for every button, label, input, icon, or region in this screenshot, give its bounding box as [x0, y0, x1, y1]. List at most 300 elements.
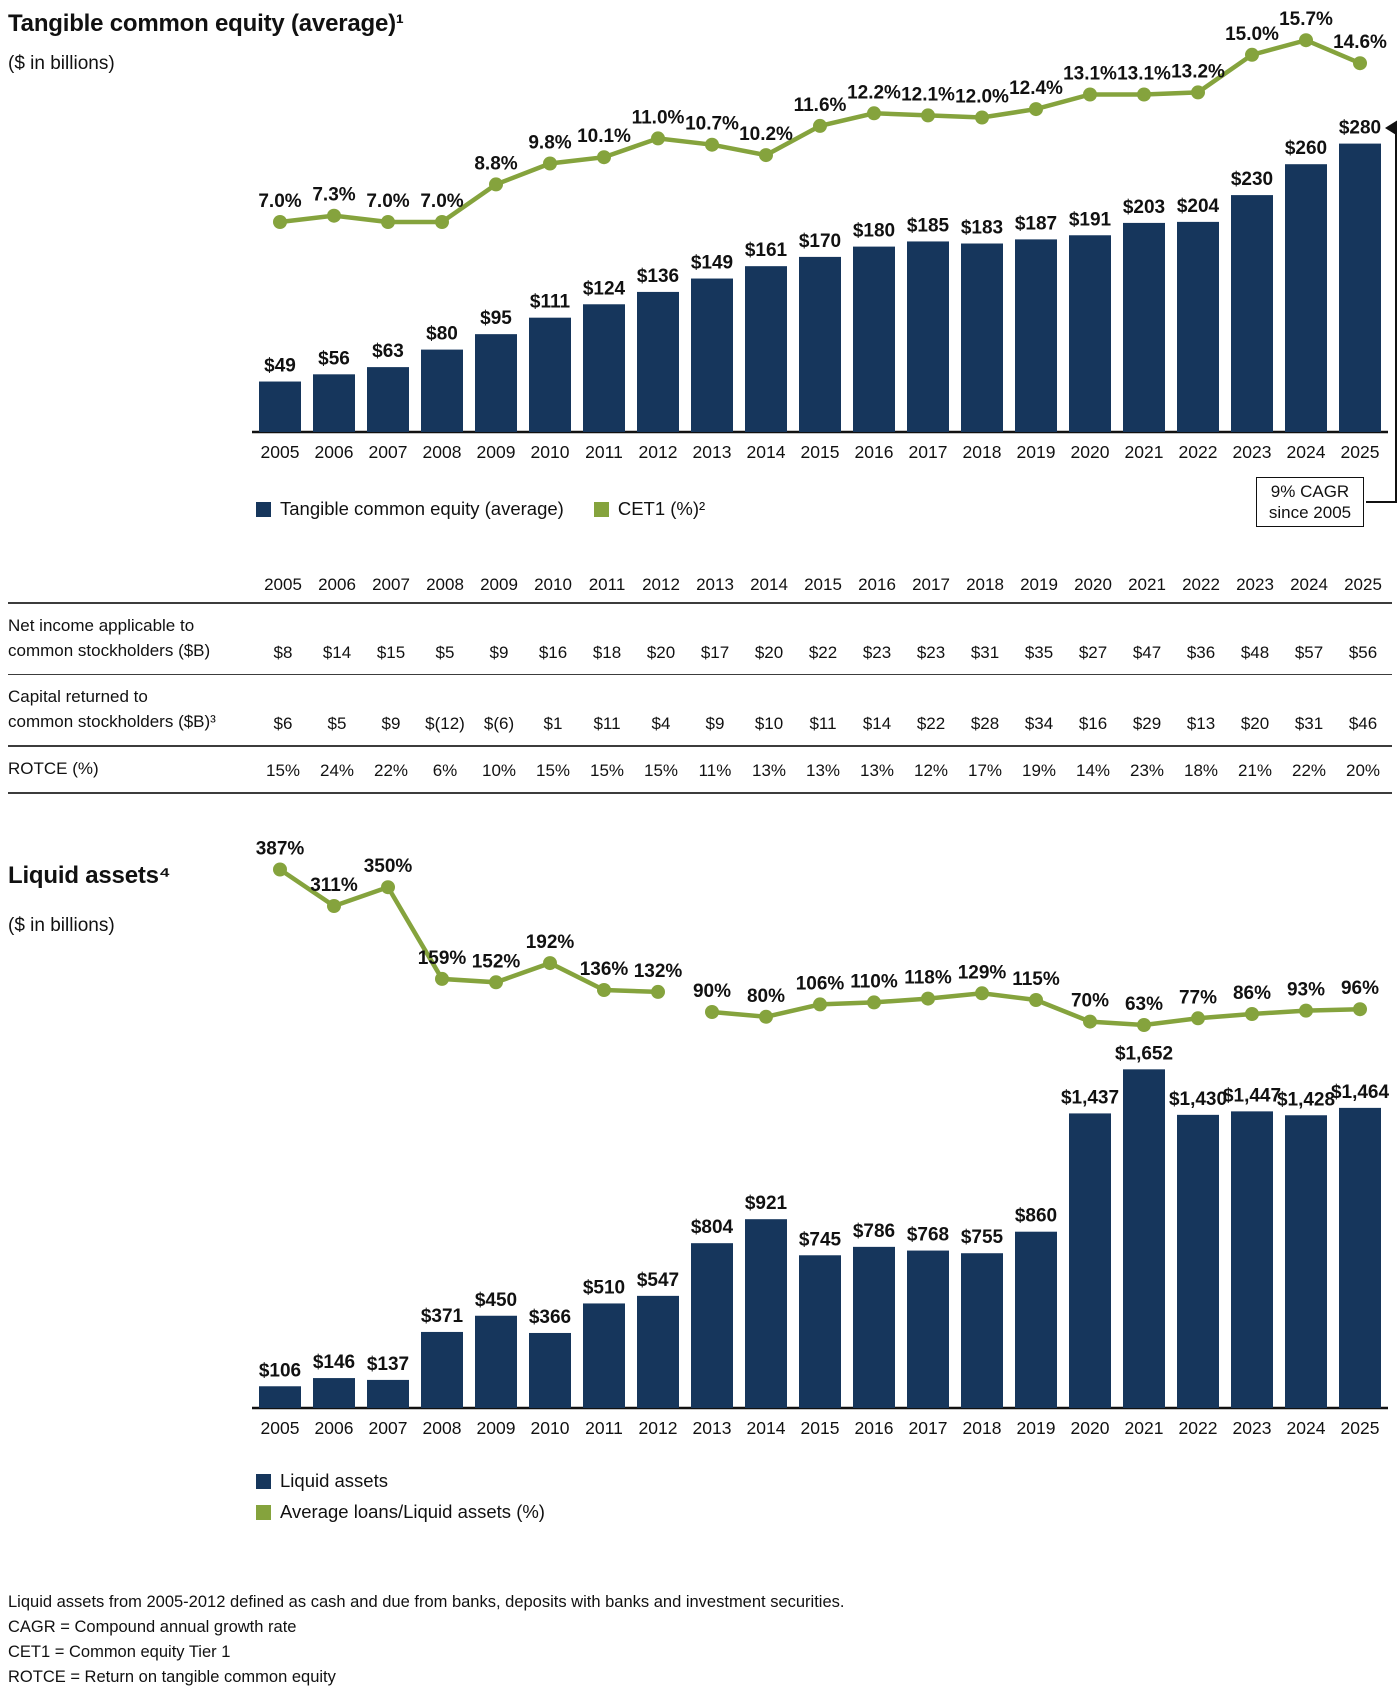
bar — [799, 1255, 841, 1408]
line-value-label: 13.2% — [1171, 61, 1225, 83]
line-marker — [1245, 1007, 1259, 1021]
bar — [637, 1296, 679, 1408]
cet1-line-swatch-icon — [594, 502, 609, 517]
bar — [961, 1253, 1003, 1408]
line-marker — [1191, 85, 1205, 99]
table-cell: 10% — [481, 761, 517, 780]
bar — [853, 247, 895, 432]
table-year-header: 2013 — [696, 575, 734, 594]
bar-value-label: $203 — [1122, 196, 1166, 218]
bar — [475, 1316, 517, 1408]
table-cell: 14% — [1075, 761, 1111, 780]
table-row-label-line: ROTCE (%) — [8, 759, 99, 778]
line-value-label: 132% — [633, 960, 683, 982]
bar — [1069, 1113, 1111, 1408]
line-value-label: 93% — [1286, 979, 1326, 1001]
line-value-label: 11.6% — [793, 94, 847, 116]
line-marker — [921, 108, 935, 122]
x-axis-label: 2022 — [1178, 442, 1218, 462]
table-cell: $5 — [435, 643, 455, 662]
line-marker — [651, 985, 665, 999]
line-marker — [1137, 1018, 1151, 1032]
x-axis-label: 2023 — [1232, 1418, 1272, 1438]
bar-value-label: $170 — [798, 230, 842, 252]
bar — [367, 367, 409, 432]
line-marker — [597, 150, 611, 164]
table-cell: 13% — [751, 761, 787, 780]
table-cell: 23% — [1129, 761, 1165, 780]
line-value-label: 9.8% — [528, 132, 572, 154]
table-cell: $1 — [543, 714, 563, 733]
table-cell: 11% — [698, 761, 732, 780]
table-cell: 22% — [373, 761, 409, 780]
liquid-assets-chart-legend — [256, 1470, 545, 1523]
table-cell: 15% — [265, 761, 301, 780]
table-cell: $56 — [1348, 643, 1378, 662]
table-cell: 22% — [1291, 761, 1327, 780]
bar — [961, 244, 1003, 432]
table-cell: $18 — [592, 643, 622, 662]
line-marker — [1137, 88, 1151, 102]
table-cell: $(12) — [425, 714, 465, 733]
line-marker — [597, 983, 611, 997]
bar — [691, 279, 733, 432]
line-value-label: 192% — [525, 932, 575, 954]
bar-value-label: $1,464 — [1330, 1081, 1390, 1103]
table-cell: $(6) — [483, 714, 515, 733]
table-cell: $20 — [754, 643, 784, 662]
bar — [475, 334, 517, 432]
line-value-label: 115% — [1012, 969, 1060, 990]
line-marker — [759, 148, 773, 162]
x-axis-label: 2012 — [638, 442, 678, 462]
table-year-header: 2009 — [480, 575, 518, 594]
footnote-cet1-definition: CET1 = Common equity Tier 1 — [8, 1643, 231, 1661]
bar — [421, 1332, 463, 1408]
liquid-assets-chart-title: Liquid assets⁴ — [8, 862, 171, 889]
bar-value-label: $183 — [960, 217, 1004, 239]
bar-value-label: $510 — [582, 1277, 626, 1299]
line-marker — [759, 1010, 773, 1024]
legend-item-avg-loans — [256, 1501, 545, 1523]
bar-value-label: $180 — [852, 220, 896, 242]
bar — [637, 292, 679, 432]
x-axis-label: 2020 — [1070, 1418, 1110, 1438]
bar — [1339, 1108, 1381, 1408]
x-axis-label: 2021 — [1124, 442, 1164, 462]
bar-value-label: $804 — [690, 1217, 734, 1239]
table-year-header: 2022 — [1182, 575, 1220, 594]
line-marker — [705, 1005, 719, 1019]
table-cell: 13% — [859, 761, 895, 780]
line-marker — [975, 111, 989, 125]
cagr-callout-line2: since 2005 — [1268, 503, 1352, 522]
bar — [367, 1380, 409, 1408]
bar-value-label: $1,428 — [1276, 1089, 1336, 1111]
table-cell: 20% — [1345, 761, 1381, 780]
x-axis-label: 2010 — [530, 1418, 570, 1438]
bar-value-label: $80 — [426, 323, 458, 345]
line-value-label: 350% — [363, 856, 413, 878]
table-cell: $29 — [1132, 714, 1162, 733]
table-cell: $5 — [327, 714, 347, 733]
legend-label-liquid-assets: Liquid assets — [280, 1470, 388, 1491]
table-cell: $27 — [1078, 643, 1108, 662]
bar — [745, 266, 787, 432]
line-value-label: 7.0% — [258, 191, 302, 212]
table-year-header: 2017 — [912, 575, 950, 594]
line-marker — [975, 986, 989, 1000]
bar — [1177, 1115, 1219, 1408]
line-value-label: 14.6% — [1333, 32, 1387, 54]
x-axis-label: 2016 — [854, 1418, 894, 1438]
table-cell: $47 — [1132, 643, 1162, 662]
bar-value-label: $63 — [372, 341, 404, 363]
line-value-label: 96% — [1340, 978, 1380, 1000]
line-value-label: 12.4% — [1009, 78, 1063, 100]
bar-value-label: $136 — [636, 265, 680, 287]
bar-value-label: $1,447 — [1222, 1085, 1282, 1107]
bar-value-label: $146 — [312, 1352, 356, 1374]
line-marker — [867, 995, 881, 1009]
bar — [1231, 1111, 1273, 1408]
table-year-header: 2012 — [642, 575, 680, 594]
line-marker — [1029, 993, 1043, 1007]
table-cell: $9 — [705, 714, 725, 733]
bar — [1285, 164, 1327, 432]
liquid-assets-bar-swatch-icon — [256, 1474, 271, 1489]
line-value-label: 90% — [692, 981, 732, 1002]
line-marker — [435, 972, 449, 986]
line-value-label: 136% — [579, 959, 629, 980]
table-cell: $28 — [970, 714, 1000, 733]
x-axis-label: 2013 — [692, 1418, 732, 1438]
table-year-header: 2010 — [534, 575, 572, 594]
x-axis-label: 2025 — [1340, 442, 1380, 462]
table-corner-cell — [8, 575, 256, 595]
x-axis-label: 2015 — [800, 442, 840, 462]
bar-value-label: $191 — [1068, 209, 1112, 231]
line-value-label: 12.0% — [955, 86, 1009, 108]
x-axis-label: 2014 — [746, 442, 786, 462]
x-axis-label: 2012 — [638, 1418, 678, 1438]
bar-value-label: $56 — [318, 348, 350, 370]
table-year-header: 2016 — [858, 575, 896, 594]
bar-value-label: $95 — [480, 308, 512, 330]
line-marker — [1299, 33, 1313, 47]
table-year-header: 2024 — [1290, 575, 1328, 594]
legend-item-liquid-assets — [256, 1470, 545, 1492]
x-axis-label: 2015 — [800, 1418, 840, 1438]
liquid-assets-chart-subtitle: ($ in billions) — [8, 915, 115, 936]
line-value-label: 118% — [904, 967, 952, 989]
line-value-label: 63% — [1124, 994, 1164, 1015]
line-marker — [327, 209, 341, 223]
bar — [1123, 223, 1165, 432]
table-cell: $57 — [1294, 643, 1324, 662]
table-cell: $35 — [1024, 643, 1054, 662]
x-axis-label: 2007 — [368, 442, 408, 462]
bar-value-label: $124 — [582, 278, 626, 300]
line-marker — [273, 215, 287, 229]
line-value-label: 13.1% — [1117, 63, 1171, 85]
bar-value-label: $1,652 — [1114, 1043, 1174, 1065]
x-axis-label: 2008 — [422, 1418, 462, 1438]
line-marker — [921, 992, 935, 1006]
bar-value-label: $280 — [1338, 117, 1382, 139]
line-marker — [705, 138, 719, 152]
table-cell: 15% — [589, 761, 625, 780]
line-value-label: 11.0% — [631, 107, 685, 129]
table-cell: $23 — [862, 643, 892, 662]
bar-value-label: $1,437 — [1060, 1087, 1120, 1109]
line-value-label: 311% — [310, 875, 358, 896]
line-value-label: 77% — [1178, 987, 1218, 1009]
table-cell: $11 — [593, 714, 621, 733]
table-cell: 18% — [1183, 761, 1219, 780]
line-marker — [813, 119, 827, 133]
table-year-header: 2008 — [426, 575, 464, 594]
bar-value-label: $450 — [474, 1289, 518, 1311]
table-year-header: 2023 — [1236, 575, 1274, 594]
line-value-label: 12.1% — [901, 84, 955, 106]
bar — [1285, 1115, 1327, 1408]
bar — [259, 382, 301, 432]
table-cell: 21% — [1237, 761, 1273, 780]
bar-value-label: $745 — [798, 1229, 842, 1251]
line-value-label: 70% — [1070, 990, 1110, 1012]
table-cell: $17 — [700, 643, 730, 662]
bar — [1123, 1069, 1165, 1408]
table-cell: $31 — [970, 643, 1000, 662]
line-marker — [327, 899, 341, 913]
legend-label-tce: Tangible common equity (average) — [280, 498, 564, 519]
bar — [907, 241, 949, 432]
x-axis-label: 2009 — [476, 442, 516, 462]
x-axis-label: 2018 — [962, 1418, 1002, 1438]
x-axis-label: 2009 — [476, 1418, 516, 1438]
table-header-row — [8, 575, 1392, 604]
x-axis-label: 2021 — [1124, 1418, 1164, 1438]
line-marker — [813, 997, 827, 1011]
x-axis-label: 2022 — [1178, 1418, 1218, 1438]
footnote-rotce-definition: ROTCE = Return on tangible common equity — [8, 1668, 336, 1686]
x-axis-label: 2024 — [1286, 442, 1326, 462]
table-cell: 19% — [1021, 761, 1057, 780]
bar — [907, 1251, 949, 1408]
line-value-label: 387% — [255, 838, 305, 860]
table-cell: $16 — [538, 643, 568, 662]
bar — [583, 1303, 625, 1408]
table-cell: $31 — [1294, 714, 1324, 733]
line-value-label: 110% — [850, 971, 898, 993]
table-row — [8, 604, 1392, 675]
line-value-label: 8.8% — [474, 153, 518, 175]
bar — [1231, 195, 1273, 432]
tce-chart-legend — [256, 498, 705, 520]
bar — [799, 257, 841, 432]
bar — [1339, 144, 1381, 432]
bar — [1177, 222, 1219, 432]
x-axis-label: 2007 — [368, 1418, 408, 1438]
x-axis-label: 2019 — [1016, 1418, 1056, 1438]
line-value-label: 80% — [746, 985, 786, 1007]
bar-value-label: $106 — [258, 1360, 302, 1382]
line-value-label: 152% — [471, 951, 521, 973]
bar-value-label: $49 — [264, 355, 296, 377]
table-cell: 15% — [643, 761, 679, 780]
line-marker — [381, 215, 395, 229]
table-cell: $20 — [646, 643, 676, 662]
table-cell: 13% — [805, 761, 841, 780]
table-cell: $13 — [1186, 714, 1216, 733]
bar-value-label: $260 — [1284, 138, 1328, 160]
table-cell: $16 — [1078, 714, 1108, 733]
line-marker — [1191, 1011, 1205, 1025]
x-axis-label: 2020 — [1070, 442, 1110, 462]
x-axis-label: 2017 — [908, 442, 948, 462]
x-axis-label: 2011 — [585, 1418, 623, 1438]
table-cell: $8 — [273, 643, 293, 662]
bar — [745, 1219, 787, 1408]
table-year-header: 2025 — [1344, 575, 1382, 594]
table-cell: $4 — [651, 714, 671, 733]
x-axis-label: 2013 — [692, 442, 732, 462]
bar — [1069, 235, 1111, 432]
line-value-label: 7.0% — [366, 191, 410, 212]
table-cell: $15 — [376, 643, 406, 662]
table-cell: $46 — [1348, 714, 1378, 733]
table-cell: 12% — [913, 761, 949, 780]
x-axis-label: 2016 — [854, 442, 894, 462]
line-value-label: 10.7% — [685, 113, 739, 135]
table-year-header: 2011 — [588, 575, 626, 594]
table-cell: $36 — [1186, 643, 1216, 662]
bar — [529, 1333, 571, 1408]
table-row-label — [8, 756, 256, 781]
x-axis-label: 2010 — [530, 442, 570, 462]
bar-value-label: $547 — [636, 1269, 680, 1291]
line-marker — [1083, 1015, 1097, 1029]
table-cell: 17% — [967, 761, 1003, 780]
bar-value-label: $860 — [1014, 1205, 1058, 1227]
table-year-header: 2020 — [1074, 575, 1112, 594]
table-row-label-line: common stockholders ($B)³ — [8, 712, 216, 731]
x-axis-label: 2017 — [908, 1418, 948, 1438]
line-value-label: 129% — [957, 962, 1007, 984]
cagr-callout-box — [1256, 477, 1364, 527]
table-year-header: 2019 — [1020, 575, 1058, 594]
line-value-label: 13.1% — [1063, 63, 1117, 85]
x-axis-label: 2024 — [1286, 1418, 1326, 1438]
line-value-label: 15.0% — [1225, 23, 1279, 45]
footnotes — [8, 1590, 844, 1690]
x-axis-label: 2019 — [1016, 442, 1056, 462]
line-marker — [543, 157, 557, 171]
line-marker — [273, 863, 287, 877]
bar-value-label: $755 — [960, 1227, 1004, 1249]
line-marker — [1299, 1004, 1313, 1018]
bar — [421, 350, 463, 432]
line-marker — [381, 880, 395, 894]
table-cell: $11 — [809, 714, 837, 733]
table-cell: $22 — [808, 643, 838, 662]
line-value-label: 86% — [1232, 983, 1272, 1004]
legend-label-cet1: CET1 (%)² — [617, 498, 706, 519]
table-year-header: 2015 — [804, 575, 842, 594]
table-cell: $34 — [1024, 714, 1054, 733]
table-row-label — [8, 684, 256, 734]
bar-value-label: $185 — [906, 215, 950, 237]
table-cell: 6% — [432, 761, 458, 780]
footnote-liquid-assets-definition: Liquid assets from 2005-2012 defined as cash and due from banks, deposits with banks and investment securities. — [8, 1593, 845, 1611]
table-year-header: 2005 — [264, 575, 302, 594]
liquid-assets-bar-line-chart — [0, 800, 1400, 1470]
bar — [529, 318, 571, 432]
line-value-label: 159% — [417, 947, 467, 969]
x-axis-label: 2023 — [1232, 442, 1272, 462]
table-year-header: 2018 — [966, 575, 1004, 594]
bar — [1015, 239, 1057, 432]
table-row-label-line: Capital returned to — [8, 687, 148, 706]
table-cell: $14 — [862, 714, 892, 733]
table-row — [8, 675, 1392, 747]
line-marker — [489, 975, 503, 989]
line-value-label: 7.3% — [312, 184, 356, 206]
bar-value-label: $366 — [528, 1306, 572, 1328]
x-axis-label: 2008 — [422, 442, 462, 462]
bar-value-label: $921 — [744, 1193, 788, 1215]
bar — [1015, 1232, 1057, 1408]
bar-value-label: $768 — [906, 1224, 950, 1246]
bar-value-label: $187 — [1014, 213, 1058, 235]
tce-bar-line-chart — [0, 0, 1400, 540]
table-cell: $6 — [273, 714, 293, 733]
table-cell: $48 — [1240, 643, 1270, 662]
table-cell: 24% — [319, 761, 355, 780]
tce-chart-subtitle: ($ in billions) — [8, 53, 115, 74]
table-cell: $9 — [489, 643, 509, 662]
bar — [691, 1243, 733, 1408]
legend-item-tce — [256, 498, 564, 520]
x-axis-label: 2018 — [962, 442, 1002, 462]
bar-value-label: $786 — [852, 1220, 896, 1242]
bar — [583, 304, 625, 432]
line-value-label: 15.7% — [1279, 9, 1333, 31]
line-marker — [1245, 48, 1259, 62]
bar — [259, 1386, 301, 1408]
tce-bar-swatch-icon — [256, 502, 271, 517]
bar — [313, 1378, 355, 1408]
table-row-label-line: Net income applicable to — [8, 616, 195, 635]
line-value-label: 106% — [795, 973, 845, 995]
x-axis-label: 2005 — [260, 1418, 300, 1438]
line-marker — [489, 177, 503, 191]
line-marker — [651, 131, 665, 145]
line-marker — [1029, 102, 1043, 116]
line-marker — [435, 215, 449, 229]
table-cell: $22 — [916, 714, 946, 733]
x-axis-label: 2006 — [314, 442, 354, 462]
line-value-label: 12.2% — [847, 82, 901, 104]
legend-label-avg-loans: Average loans/Liquid assets (%) — [280, 1501, 545, 1522]
bar-value-label: $371 — [420, 1305, 464, 1327]
table-cell: $14 — [322, 643, 352, 662]
bar-value-label: $149 — [690, 252, 734, 274]
bar — [853, 1247, 895, 1408]
avg-loans-line-swatch-icon — [256, 1505, 271, 1520]
table-cell: $23 — [916, 643, 946, 662]
